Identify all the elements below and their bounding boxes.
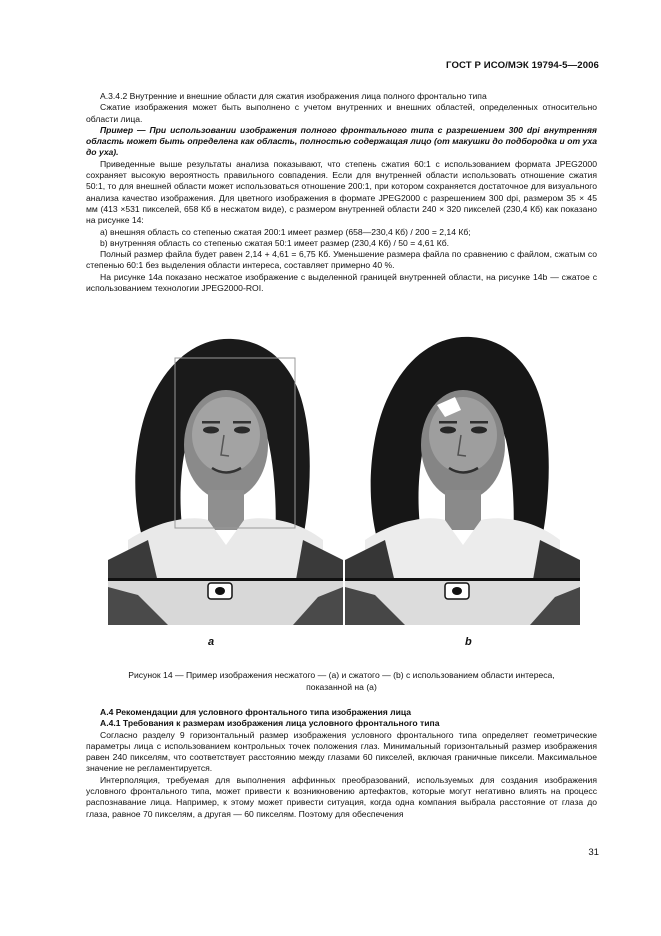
paragraph: Сжатие изображения может быть выполнено с учетом внутренних и внешних областей, определенных относительно области лица.	[86, 102, 597, 124]
portrait-image-b	[345, 325, 580, 625]
section-heading: А.4 Рекомендации для условного фронтального типа изображения лица	[100, 707, 412, 717]
figure-caption-line2: показанной на (а)	[306, 681, 377, 692]
paragraph: На рисунке 14a показано несжатое изображение с выделенной границей внутренней области, на рисунке 14b — сжатое с использованием технологии JPEG2000-ROI.	[86, 271, 597, 294]
list-item-b: b) внутренняя область со степенью сжатая 50:1 имеет размер (230,4 Кб) / 50 = 4,61 Кб.	[100, 237, 450, 248]
figure-panel-compressed	[345, 325, 580, 625]
example-paragraph: Пример — При использовании изображения полного фронтального типа с разрешением 300 dpi внутренняя область может быть определена как область, полностью содержащая лицо (от макушки до подбородка и от уха до уха).	[86, 124, 597, 158]
figure-caption	[86, 670, 597, 693]
page-number: 31	[588, 847, 599, 858]
paragraph: Согласно разделу 9 горизонтальный размер изображения условного фронтального типа определяет геометрические параметры лица с использованием контрольных точек положения глаз. Минимальный горизонтальный размер изображения равен 240 пикселям, что соответствует расстоянию между глазами 60 пикселей, включая граничные пиксели. Максимальное значение не регламентируется.	[86, 729, 597, 774]
body-text	[86, 91, 597, 294]
paragraph-section-title: А.3.4.2 Внутренние и внешние области для сжатия изображения лица полного фронтально типа	[100, 91, 487, 101]
subsection-heading: А.4.1 Требования к размерам изображения лица условного фронтального типа	[100, 718, 440, 729]
list-item-a: a) внешняя область со степенью сжатая 200:1 имеет размер (658—230,4 Кб) / 200 = 2,14 Кб;	[100, 226, 471, 237]
paragraph: Полный размер файла будет равен 2,14 + 4,61 = 6,75 Кб. Уменьшение размера файла по сравнению с файлом, сжатым со степенью 60:1 без выделения области интереса, составляет примерно 40 %.	[86, 249, 597, 271]
figure-label-b: b	[465, 636, 472, 648]
paragraph: Приведенные выше результаты анализа показывают, что степень сжатия 60:1 с использованием формата JPEG2000 сохраняет высокую вероятность правильного совпадения. Если для внутренней области использовать отношение сжатия 50:1, то для внешней области может использоваться отношение 200:1, при котором сохраняется достаточное для визуального анализа качество изображения. Для цветного изображения в формате JPEG2000 с разрешением 300 dpi, размером 35 × 45 мм (413 ×531 пикселей, 658 Кб в несжатом виде), с размером внутренней области 240 × 320 пикселей (230,4 Кб) как показано на рисунке 14:	[86, 158, 597, 226]
page-header-standard: ГОСТ Р ИСО/МЭК 19794-5—2006	[446, 60, 599, 71]
portrait-image-a	[108, 325, 343, 625]
figure-panel-uncompressed	[108, 325, 343, 625]
section-a4	[86, 707, 597, 820]
figure-label-a: a	[208, 636, 215, 648]
paragraph: Интерполяция, требуемая для выполнения аффинных преобразований, используемых для создания изображения условного фронтального типа, может привести к возникновению артефактов, которые могут негативно влиять на процесс распознавание лица. Например, к этому может привести ситуация, когда одна компания выбрала расстояние от глаза до глаза, равное 70 пикселям, а другая — 60 пикселям. Поэтому для обеспечения	[86, 774, 597, 819]
figure-caption-line1: Рисунок 14 — Пример изображения несжатого — (а) и сжатого — (b) с использованием области интереса,	[128, 670, 555, 680]
figure-14	[108, 325, 580, 625]
